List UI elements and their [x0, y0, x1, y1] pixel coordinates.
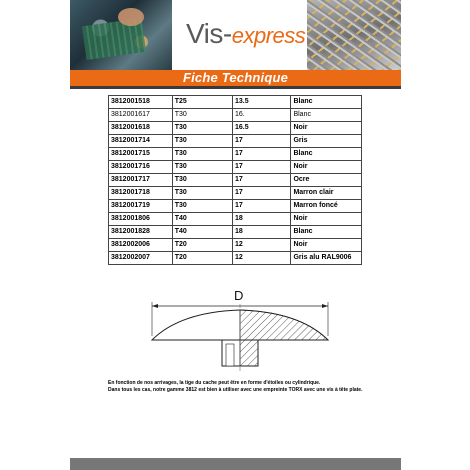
ref-cell: 3812001617 [109, 109, 173, 122]
drive-cell: T30 [172, 135, 232, 148]
ref-cell: 3812001717 [109, 174, 173, 187]
cap-section-hatch [240, 310, 328, 340]
table-row [109, 122, 362, 135]
diameter-cell: 17 [232, 187, 290, 200]
table-row [109, 109, 362, 122]
cap-cross-section-drawing [140, 282, 340, 382]
color-cell: Blanc [291, 96, 362, 109]
ref-cell: 3812001718 [109, 187, 173, 200]
drive-cell: T20 [172, 252, 232, 265]
color-cell: Noir [291, 161, 362, 174]
diameter-cell: 17 [232, 135, 290, 148]
ref-cell: 3812001715 [109, 148, 173, 161]
color-cell: Noir [291, 239, 362, 252]
footnote-line-1: En fonction de nos arrivages, la tige du cache peut être en forme d'étoiles ou cylindrique. [108, 380, 321, 386]
title-underline [70, 86, 401, 89]
footnote [108, 380, 370, 394]
drive-cell: T30 [172, 148, 232, 161]
title-bar [70, 70, 401, 86]
diameter-cell: 18 [232, 226, 290, 239]
diameter-cell: 18 [232, 213, 290, 226]
drive-cell: T30 [172, 161, 232, 174]
ref-cell: 3812001618 [109, 122, 173, 135]
table-row [109, 174, 362, 187]
color-cell: Blanc [291, 148, 362, 161]
table-row [109, 187, 362, 200]
drive-cell: T30 [172, 174, 232, 187]
table-row [109, 135, 362, 148]
ref-cell: 3812001806 [109, 213, 173, 226]
header-banner [70, 0, 401, 70]
table-row [109, 96, 362, 109]
diameter-cell: 12 [232, 252, 290, 265]
drive-cell: T40 [172, 213, 232, 226]
diameter-cell: 16.5 [232, 122, 290, 135]
brand-logo-main: Vis- [186, 18, 232, 49]
screws-photo [307, 0, 401, 70]
stem-slot [226, 344, 234, 366]
footer-bar [70, 458, 401, 470]
diameter-cell: 13.5 [232, 96, 290, 109]
table-row [109, 161, 362, 174]
diameter-cell: 17 [232, 174, 290, 187]
ref-cell: 3812001828 [109, 226, 173, 239]
ref-cell: 3812001719 [109, 200, 173, 213]
drive-cell: T30 [172, 109, 232, 122]
ref-cell: 3812002006 [109, 239, 173, 252]
diameter-cell: 12 [232, 239, 290, 252]
brand-logo [186, 18, 305, 50]
ref-cell: 3812001518 [109, 96, 173, 109]
drive-cell: T30 [172, 122, 232, 135]
spec-table [108, 95, 362, 265]
drive-cell: T30 [172, 200, 232, 213]
page-title: Fiche Technique [182, 70, 289, 85]
table-row [109, 252, 362, 265]
color-cell: Marron clair [291, 187, 362, 200]
brand-logo-accent: express [231, 23, 306, 48]
color-cell: Blanc [291, 109, 362, 122]
drive-cell: T30 [172, 187, 232, 200]
drive-cell: T40 [172, 226, 232, 239]
diameter-cell: 17 [232, 161, 290, 174]
color-cell: Gris alu RAL9006 [291, 252, 362, 265]
spec-table-body [109, 96, 362, 265]
diameter-cell: 17 [232, 148, 290, 161]
table-row [109, 226, 362, 239]
color-cell: Noir [291, 122, 362, 135]
drive-cell: T20 [172, 239, 232, 252]
color-cell: Marron foncé [291, 200, 362, 213]
electronics-photo [70, 0, 172, 70]
footnote-line-2: Dans tous les cas, notre gamme 3812 est bien à utiliser avec une empreinte TORX avec une vis à tête plate. [108, 387, 363, 393]
color-cell: Gris [291, 135, 362, 148]
table-row [109, 148, 362, 161]
dimension-label: D [234, 288, 244, 303]
diameter-cell: 17 [232, 200, 290, 213]
hand-graphic [118, 8, 144, 26]
color-cell: Ocre [291, 174, 362, 187]
diameter-cell: 16. [232, 109, 290, 122]
color-cell: Blanc [291, 226, 362, 239]
table-row [109, 200, 362, 213]
ref-cell: 3812001716 [109, 161, 173, 174]
drive-cell: T25 [172, 96, 232, 109]
table-row [109, 213, 362, 226]
ref-cell: 3812002007 [109, 252, 173, 265]
color-cell: Noir [291, 213, 362, 226]
ref-cell: 3812001714 [109, 135, 173, 148]
stem-section-hatch [240, 340, 258, 366]
table-row [109, 239, 362, 252]
